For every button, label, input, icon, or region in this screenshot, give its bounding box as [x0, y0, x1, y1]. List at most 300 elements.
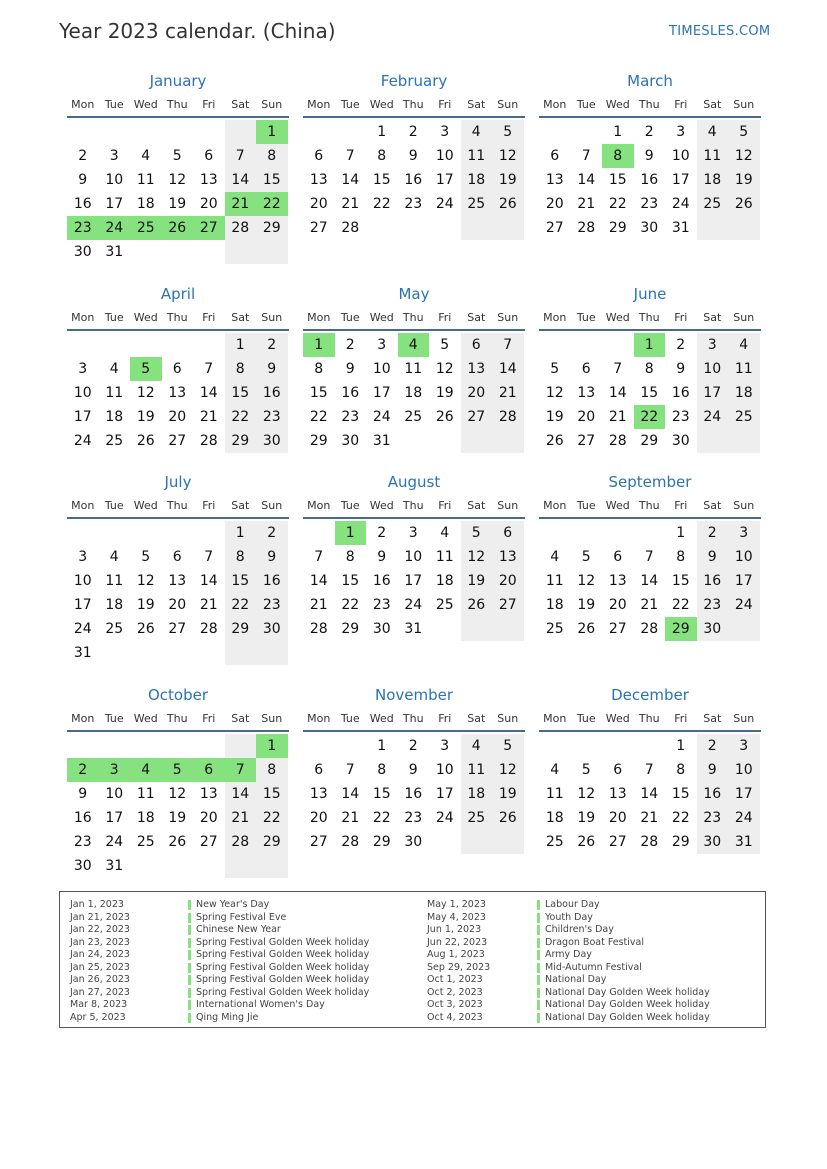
day-cell: 27 [577, 433, 596, 449]
day-cell: 29 [608, 220, 627, 236]
day-cell: 13 [608, 786, 627, 802]
day-cell: 24 [728, 593, 760, 617]
day-cell: 23 [640, 196, 659, 212]
day-cell: 8 [676, 549, 686, 565]
day-cell: 24 [372, 409, 391, 425]
day-cell: 10 [73, 573, 92, 589]
day-cell: 20 [545, 196, 564, 212]
day-cell: 19 [136, 409, 155, 425]
empty-weekend-cell [225, 854, 257, 878]
day-cell: 9 [377, 549, 387, 565]
weekday-label: Thu [166, 311, 188, 324]
legend-date: Oct 4, 2023 [427, 1011, 483, 1023]
day-cell: 7 [314, 549, 324, 565]
day-cell: 6 [613, 549, 623, 565]
weekday-label: Wed [605, 98, 630, 111]
legend-color-marker [537, 900, 540, 910]
day-cell: 25 [404, 409, 423, 425]
day-cell: 14 [225, 782, 257, 806]
weekday-header [67, 712, 289, 728]
holiday-day-cell: 4 [130, 758, 162, 782]
day-cell: 8 [676, 762, 686, 778]
day-cell: 24 [697, 405, 729, 429]
legend-date: Jan 21, 2023 [70, 911, 130, 923]
weekday-label: Fri [438, 98, 452, 111]
day-cell: 28 [640, 621, 659, 637]
day-cell: 19 [136, 597, 155, 613]
day-cell: 26 [577, 621, 596, 637]
weekday-label: Wed [133, 712, 158, 725]
weekday-label: Sun [261, 311, 283, 324]
day-cell: 29 [225, 429, 257, 453]
empty-weekend-cell [256, 240, 288, 264]
weekday-label: Thu [402, 98, 424, 111]
empty-weekend-cell [697, 216, 729, 240]
header-rule [539, 730, 761, 732]
legend-date: Jan 22, 2023 [70, 924, 130, 935]
legend-date: Jun 1, 2023 [427, 924, 482, 935]
day-cell: 18 [697, 168, 729, 192]
day-cell: 25 [105, 621, 124, 637]
holiday-day-cell: 1 [256, 734, 288, 758]
day-cell: 13 [168, 573, 187, 589]
day-cell: 18 [435, 573, 454, 589]
legend-date: Aug 1, 2023 [427, 949, 485, 960]
weekday-label: Wed [605, 311, 630, 324]
weekday-label: Mon [543, 499, 567, 512]
day-cell: 18 [404, 385, 423, 401]
day-cell: 18 [545, 810, 564, 826]
day-cell: 11 [435, 549, 454, 565]
day-cell: 30 [341, 433, 360, 449]
day-cell: 24 [671, 196, 690, 212]
day-cell: 12 [545, 385, 564, 401]
day-cell: 11 [404, 361, 423, 377]
day-cell: 18 [136, 196, 155, 212]
day-cell: 14 [199, 573, 218, 589]
day-cell: 23 [404, 196, 423, 212]
day-cell: 27 [309, 834, 328, 850]
legend-color-marker [537, 1000, 540, 1010]
holiday-day-cell: 1 [303, 333, 335, 357]
day-cell: 7 [345, 762, 355, 778]
day-cell: 26 [435, 409, 454, 425]
day-cell: 20 [168, 409, 187, 425]
day-cell: 6 [314, 762, 324, 778]
weekday-label: Tue [576, 98, 596, 111]
day-cell: 31 [404, 621, 423, 637]
day-cell: 10 [697, 357, 729, 381]
day-cell: 3 [440, 124, 450, 140]
day-cell: 13 [199, 172, 218, 188]
day-cell: 12 [492, 144, 524, 168]
day-cell: 17 [404, 573, 423, 589]
legend-holiday-name: National Day Golden Week holiday [545, 999, 710, 1010]
legend-holiday-name: Dragon Boat Festival [545, 936, 645, 948]
weekday-header [303, 98, 525, 114]
day-cell: 28 [309, 621, 328, 637]
day-cell: 26 [136, 621, 155, 637]
day-cell: 31 [671, 220, 690, 236]
day-cell: 30 [671, 433, 690, 449]
legend-color-marker [537, 975, 540, 985]
day-cell: 3 [440, 738, 450, 754]
empty-weekend-cell [225, 120, 257, 144]
legend-date: Jan 27, 2023 [70, 986, 130, 998]
day-cell: 16 [697, 569, 729, 593]
weekday-label: Sat [703, 311, 722, 324]
day-cell: 26 [461, 593, 493, 617]
weekday-label: Sun [261, 98, 283, 111]
weekday-header [539, 499, 761, 515]
header-rule [67, 730, 289, 732]
legend-color-marker [188, 913, 191, 923]
day-cell: 15 [256, 782, 288, 806]
month-title: April [160, 285, 196, 303]
day-cell: 21 [199, 597, 218, 613]
day-cell: 24 [73, 621, 92, 637]
legend-holiday-name: Youth Day [545, 911, 593, 923]
weekday-label: Tue [104, 311, 124, 324]
day-cell: 31 [73, 645, 92, 661]
header-rule [303, 730, 525, 732]
month-title: August [387, 473, 441, 491]
weekday-label: Fri [438, 712, 452, 725]
day-cell: 25 [697, 192, 729, 216]
day-cell: 13 [608, 573, 627, 589]
weekday-label: Sun [497, 311, 519, 324]
header-rule [539, 116, 761, 118]
weekday-label: Thu [402, 499, 424, 512]
holiday-day-cell: 5 [130, 357, 162, 381]
weekday-label: Thu [166, 499, 188, 512]
day-cell: 30 [697, 830, 729, 854]
day-cell: 29 [671, 834, 690, 850]
day-cell: 8 [256, 758, 288, 782]
day-cell: 4 [440, 525, 450, 541]
day-cell: 24 [435, 810, 454, 826]
day-cell: 26 [168, 834, 187, 850]
weekday-label: Sun [261, 712, 283, 725]
legend-holiday-name: Spring Festival Golden Week holiday [196, 949, 370, 960]
weekday-label: Wed [369, 98, 394, 111]
day-cell: 26 [136, 433, 155, 449]
month-title: September [608, 473, 692, 491]
day-cell: 23 [697, 806, 729, 830]
weekday-header [539, 98, 761, 114]
weekday-label: Tue [340, 712, 360, 725]
day-cell: 11 [545, 786, 564, 802]
day-cell: 23 [256, 593, 288, 617]
day-cell: 1 [676, 525, 686, 541]
day-cell: 13 [199, 786, 218, 802]
weekday-label: Tue [340, 311, 360, 324]
day-cell: 5 [141, 549, 151, 565]
day-cell: 3 [728, 734, 760, 758]
weekday-header [303, 712, 525, 728]
day-cell: 27 [545, 220, 564, 236]
day-cell: 22 [256, 806, 288, 830]
day-cell: 21 [225, 806, 257, 830]
day-cell: 22 [671, 810, 690, 826]
holiday-day-cell: 4 [398, 333, 430, 357]
day-cell: 4 [728, 333, 760, 357]
month-title: October [147, 686, 209, 704]
day-cell: 30 [404, 834, 423, 850]
day-cell: 20 [199, 810, 218, 826]
day-cell: 21 [309, 597, 328, 613]
day-cell: 2 [256, 333, 288, 357]
day-cell: 23 [256, 405, 288, 429]
day-cell: 12 [136, 385, 155, 401]
weekday-label: Sun [733, 98, 755, 111]
day-cell: 10 [73, 385, 92, 401]
weekday-header [539, 311, 761, 327]
day-cell: 21 [492, 381, 524, 405]
day-cell: 11 [105, 385, 124, 401]
header-rule [539, 517, 761, 519]
day-cell: 17 [435, 786, 454, 802]
legend-holiday-name: Labour Day [545, 899, 600, 910]
holiday-day-cell: 7 [225, 758, 257, 782]
day-cell: 2 [676, 337, 686, 353]
day-cell: 26 [545, 433, 564, 449]
day-cell: 4 [697, 120, 729, 144]
day-cell: 6 [172, 549, 182, 565]
day-cell: 22 [372, 810, 391, 826]
legend-color-marker [188, 1000, 191, 1010]
day-cell: 15 [309, 385, 328, 401]
weekday-label: Sat [703, 712, 722, 725]
day-cell: 14 [640, 786, 659, 802]
legend-holiday-name: Chinese New Year [196, 924, 281, 935]
day-cell: 11 [461, 144, 493, 168]
day-cell: 10 [671, 148, 690, 164]
empty-weekend-cell [461, 429, 493, 453]
legend-color-marker [188, 938, 191, 948]
day-cell: 12 [577, 786, 596, 802]
day-cell: 26 [728, 192, 760, 216]
day-cell: 10 [728, 545, 760, 569]
weekday-label: Sat [231, 311, 250, 324]
day-cell: 29 [309, 433, 328, 449]
legend-date: May 1, 2023 [427, 899, 486, 910]
empty-weekend-cell [225, 240, 257, 264]
day-cell: 3 [697, 333, 729, 357]
day-cell: 29 [372, 834, 391, 850]
day-cell: 7 [204, 361, 214, 377]
holiday-day-cell: 25 [130, 216, 162, 240]
day-cell: 15 [256, 168, 288, 192]
holiday-day-cell: 1 [256, 120, 288, 144]
holiday-day-cell: 1 [335, 521, 367, 545]
holiday-day-cell: 5 [162, 758, 194, 782]
day-cell: 2 [644, 124, 654, 140]
holiday-day-cell: 1 [634, 333, 666, 357]
day-cell: 7 [581, 148, 591, 164]
day-cell: 6 [314, 148, 324, 164]
empty-weekend-cell [256, 854, 288, 878]
empty-weekend-cell [461, 830, 493, 854]
weekday-label: Tue [340, 98, 360, 111]
day-cell: 6 [613, 762, 623, 778]
weekday-label: Tue [104, 98, 124, 111]
day-cell: 25 [461, 192, 493, 216]
empty-weekend-cell [697, 429, 729, 453]
day-cell: 8 [377, 148, 387, 164]
weekday-label: Sun [733, 311, 755, 324]
day-cell: 22 [372, 196, 391, 212]
day-cell: 5 [728, 120, 760, 144]
holiday-day-cell: 6 [193, 758, 225, 782]
holiday-day-cell: 24 [99, 216, 131, 240]
legend-color-marker [188, 975, 191, 985]
day-cell: 27 [168, 621, 187, 637]
day-cell: 29 [256, 830, 288, 854]
brand-link[interactable]: TIMESLES.COM [669, 24, 771, 39]
weekday-label: Mon [543, 98, 567, 111]
day-cell: 29 [341, 621, 360, 637]
header-rule [539, 329, 761, 331]
day-cell: 17 [435, 172, 454, 188]
legend-date: Jan 26, 2023 [70, 974, 130, 985]
day-cell: 28 [199, 433, 218, 449]
empty-weekend-cell [492, 429, 524, 453]
day-cell: 3 [676, 124, 686, 140]
legend-holiday-name: International Women's Day [196, 999, 325, 1010]
day-cell: 16 [404, 786, 423, 802]
day-cell: 20 [492, 569, 524, 593]
day-cell: 5 [550, 361, 560, 377]
day-cell: 28 [199, 621, 218, 637]
day-cell: 28 [577, 220, 596, 236]
day-cell: 8 [225, 545, 257, 569]
day-cell: 3 [78, 549, 88, 565]
day-cell: 25 [461, 806, 493, 830]
weekday-label: Sat [467, 499, 486, 512]
weekday-label: Sun [497, 98, 519, 111]
day-cell: 12 [168, 786, 187, 802]
day-cell: 7 [204, 549, 214, 565]
day-cell: 22 [225, 593, 257, 617]
weekday-label: Mon [71, 98, 95, 111]
day-cell: 10 [435, 148, 454, 164]
day-cell: 18 [136, 810, 155, 826]
day-cell: 18 [545, 597, 564, 613]
day-cell: 8 [225, 357, 257, 381]
day-cell: 30 [256, 429, 288, 453]
day-cell: 31 [372, 433, 391, 449]
empty-weekend-cell [461, 216, 493, 240]
day-cell: 2 [408, 124, 418, 140]
day-cell: 16 [73, 810, 92, 826]
day-cell: 28 [341, 834, 360, 850]
legend-holiday-name: National Day Golden Week holiday [545, 986, 710, 998]
day-cell: 17 [671, 172, 690, 188]
day-cell: 6 [581, 361, 591, 377]
day-cell: 21 [341, 810, 360, 826]
weekday-label: Sun [497, 712, 519, 725]
legend-color-marker [537, 988, 540, 998]
legend-holiday-name: Qing Ming Jie [196, 1011, 259, 1023]
legend-holiday-name: National Day [545, 974, 607, 985]
day-cell: 18 [105, 409, 124, 425]
day-cell: 7 [345, 148, 355, 164]
day-cell: 16 [697, 782, 729, 806]
day-cell: 22 [225, 405, 257, 429]
weekday-label: Thu [166, 712, 188, 725]
legend-color-marker [188, 988, 191, 998]
legend-color-marker [188, 925, 191, 935]
weekday-label: Tue [576, 311, 596, 324]
weekday-header [67, 98, 289, 114]
day-cell: 19 [492, 168, 524, 192]
weekday-label: Sat [467, 311, 486, 324]
day-cell: 16 [73, 196, 92, 212]
day-cell: 10 [105, 786, 124, 802]
day-cell: 9 [256, 545, 288, 569]
day-cell: 2 [256, 521, 288, 545]
day-cell: 11 [545, 573, 564, 589]
day-cell: 10 [435, 762, 454, 778]
day-cell: 11 [697, 144, 729, 168]
day-cell: 14 [608, 385, 627, 401]
day-cell: 19 [728, 168, 760, 192]
day-cell: 25 [545, 621, 564, 637]
day-cell: 1 [377, 738, 387, 754]
empty-weekend-cell [492, 830, 524, 854]
legend-color-marker [537, 963, 540, 973]
day-cell: 2 [78, 148, 88, 164]
day-cell: 23 [697, 593, 729, 617]
weekday-label: Tue [104, 712, 124, 725]
day-cell: 7 [644, 762, 654, 778]
day-cell: 13 [461, 357, 493, 381]
day-cell: 13 [309, 172, 328, 188]
weekday-label: Sun [261, 499, 283, 512]
day-cell: 8 [256, 144, 288, 168]
month-title: June [633, 285, 667, 303]
day-cell: 6 [204, 148, 214, 164]
day-cell: 21 [199, 409, 218, 425]
day-cell: 6 [172, 361, 182, 377]
day-cell: 15 [608, 172, 627, 188]
weekday-label: Wed [133, 98, 158, 111]
day-cell: 9 [697, 758, 729, 782]
day-cell: 8 [345, 549, 355, 565]
weekday-label: Mon [543, 311, 567, 324]
legend-holiday-name: New Year's Day [196, 899, 270, 910]
legend-date: Oct 2, 2023 [427, 986, 483, 998]
day-cell: 26 [577, 834, 596, 850]
day-cell: 14 [225, 168, 257, 192]
month-title: December [611, 686, 689, 704]
day-cell: 28 [341, 220, 360, 236]
day-cell: 6 [461, 333, 493, 357]
weekday-label: Fri [438, 311, 452, 324]
day-cell: 25 [136, 834, 155, 850]
day-cell: 1 [613, 124, 623, 140]
day-cell: 20 [461, 381, 493, 405]
legend-holiday-name: Spring Festival Golden Week holiday [196, 974, 370, 985]
weekday-label: Mon [307, 98, 331, 111]
weekday-header [539, 712, 761, 728]
day-cell: 5 [581, 549, 591, 565]
day-cell: 23 [404, 810, 423, 826]
day-cell: 29 [640, 433, 659, 449]
legend-holiday-name: Spring Festival Eve [196, 911, 287, 923]
day-cell: 22 [309, 409, 328, 425]
